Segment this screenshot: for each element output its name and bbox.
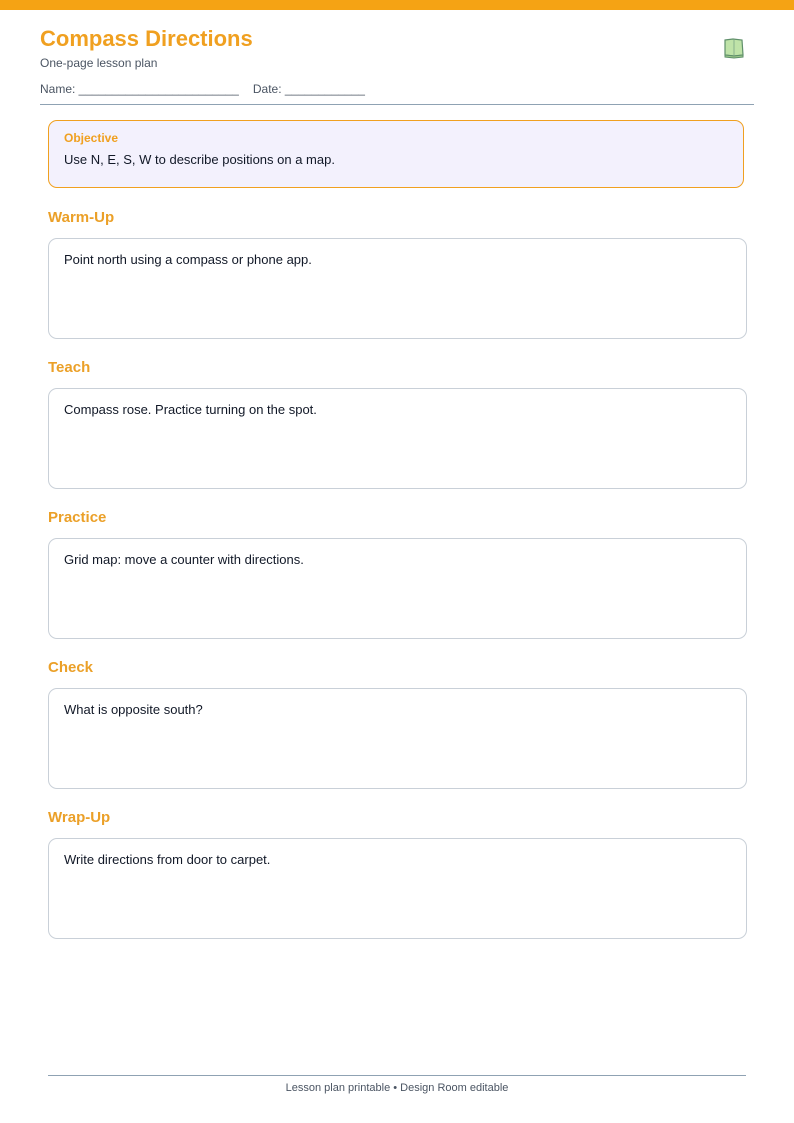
section-heading-teach: Teach: [48, 359, 91, 376]
objective-box: [48, 120, 744, 188]
name-date-line: [40, 82, 754, 96]
section-text-wrap-up: Write directions from door to carpet.: [64, 852, 271, 867]
top-accent-bar: [0, 0, 794, 10]
section-box-check[interactable]: [48, 688, 747, 789]
page-footer: Lesson plan printable • Design Room editable: [285, 1082, 509, 1094]
section-box-practice[interactable]: [48, 538, 747, 639]
section-heading-warm-up: Warm-Up: [48, 209, 115, 226]
book-icon: [722, 36, 746, 60]
footer-divider: [48, 1075, 746, 1076]
objective-text: Use N, E, S, W to describe positions on a map.: [64, 152, 335, 167]
section-text-warm-up: Point north using a compass or phone app.: [64, 252, 312, 267]
objective-label: Objective: [64, 131, 119, 145]
date-field[interactable]: Date: ____________: [252, 82, 365, 96]
section-box-warm-up[interactable]: [48, 238, 747, 339]
section-heading-check: Check: [48, 659, 94, 676]
section-box-teach[interactable]: [48, 388, 747, 489]
page-header: [40, 26, 754, 96]
section-text-check: What is opposite south?: [64, 702, 203, 717]
page-title: Compass Directions: [40, 26, 253, 51]
section-box-wrap-up[interactable]: [48, 838, 747, 939]
name-field[interactable]: Name: ________________________: [40, 82, 239, 96]
section-text-teach: Compass rose. Practice turning on the spot.: [64, 402, 317, 417]
page-subtitle: One-page lesson plan: [40, 56, 158, 70]
section-heading-practice: Practice: [48, 509, 107, 526]
header-divider: [40, 104, 754, 105]
section-heading-wrap-up: Wrap-Up: [48, 809, 111, 826]
section-text-practice: Grid map: move a counter with directions.: [64, 552, 304, 567]
